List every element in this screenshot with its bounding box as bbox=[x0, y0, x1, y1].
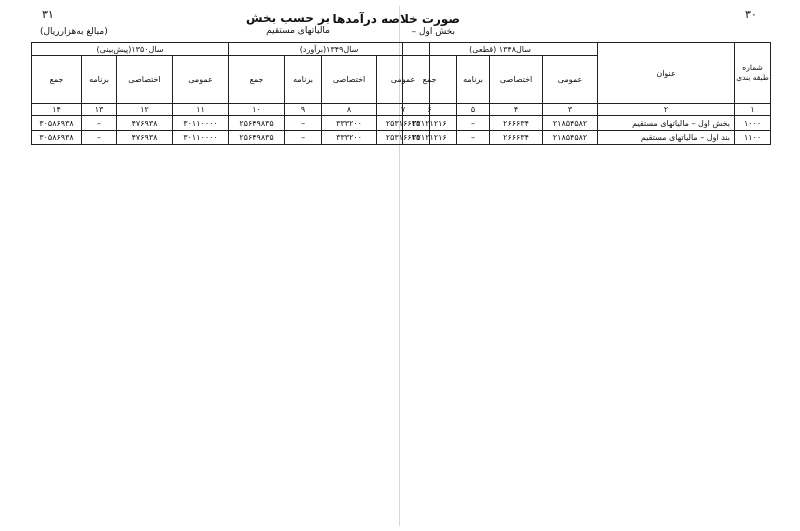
column-number: ۲ bbox=[598, 104, 735, 116]
column-header: برنامه bbox=[82, 56, 117, 104]
column-number: ۳ bbox=[543, 104, 598, 116]
table-cell: ۳۰۱۱۰۰۰۰ bbox=[173, 131, 229, 145]
title-column-header: عنوان bbox=[598, 43, 735, 104]
column-header: جمع bbox=[32, 56, 82, 104]
column-number: ۱۴ bbox=[32, 104, 82, 116]
left-column-number-row bbox=[32, 104, 430, 116]
table-cell: ۳۰۵۸۶۹۳۸ bbox=[32, 131, 82, 145]
table-cell: – bbox=[285, 116, 322, 131]
table-cell: ۳۰۵۸۶۹۳۸ bbox=[32, 116, 82, 131]
year-1350-header: سال۱۳۵۰(پیش‌بینی) bbox=[32, 43, 229, 56]
table-cell: – bbox=[285, 131, 322, 145]
left-page-number: ۳۱ bbox=[42, 8, 54, 21]
left-year-header-row bbox=[32, 43, 430, 56]
table-cell: – bbox=[82, 116, 117, 131]
column-header: برنامه bbox=[285, 56, 322, 104]
column-number: ۱۰ bbox=[229, 104, 285, 116]
table-cell: – bbox=[457, 131, 490, 145]
table-row bbox=[403, 131, 771, 145]
left-page-subtitle: مالیاتهای مستقیم bbox=[266, 26, 330, 36]
column-number: ۷ bbox=[377, 104, 430, 116]
column-header: برنامه bbox=[457, 56, 490, 104]
right-revenue-table bbox=[402, 42, 771, 145]
table-cell: ۲۵۶۴۹۸۳۵ bbox=[229, 131, 285, 145]
table-cell: ۳۰۱۱۰۰۰۰ bbox=[173, 116, 229, 131]
column-header: اختصاصی bbox=[490, 56, 543, 104]
right-page-subtitle: بخش اول – bbox=[411, 27, 455, 37]
table-cell: ۲۱۸۵۴۵۸۲ bbox=[543, 131, 598, 145]
table-cell: – bbox=[82, 131, 117, 145]
column-header: جمع bbox=[403, 56, 457, 104]
column-header: اختصاصی bbox=[117, 56, 173, 104]
right-page-number: ۳۰ bbox=[745, 8, 757, 21]
table-cell: ۲۱۸۵۴۵۸۲ bbox=[543, 116, 598, 131]
table-cell: ۲۲۱۲۱۲۱۶ bbox=[403, 131, 457, 145]
left-page-title: بر حسب بخش bbox=[245, 11, 330, 25]
table-cell: ۴۷۶۹۳۸ bbox=[117, 131, 173, 145]
table-row bbox=[32, 116, 430, 131]
column-number: ۱ bbox=[735, 104, 771, 116]
left-column-header-row bbox=[32, 56, 430, 104]
table-cell: ۴۷۶۹۳۸ bbox=[117, 116, 173, 131]
table-cell: ۲۵۳۱۶۶۳۵ bbox=[377, 116, 430, 131]
right-page-title: صورت خلاصه درآمدها bbox=[332, 12, 460, 26]
column-header: عمومی bbox=[543, 56, 598, 104]
table-cell: ۲۵۳۱۶۶۳۵ bbox=[377, 131, 430, 145]
table-row bbox=[32, 131, 430, 145]
row-title: بند اول – مالیاتهای مستقیم bbox=[598, 131, 735, 145]
column-number: ۵ bbox=[457, 104, 490, 116]
column-header: اختصاصی bbox=[322, 56, 377, 104]
classification-code-header: شماره طبقه بندی bbox=[735, 43, 771, 104]
column-number: ۴ bbox=[490, 104, 543, 116]
column-number: ۱۳ bbox=[82, 104, 117, 116]
column-header: عمومی bbox=[173, 56, 229, 104]
column-number: ۹ bbox=[285, 104, 322, 116]
table-cell: ۲۶۶۶۳۴ bbox=[490, 131, 543, 145]
table-cell: ۲۶۶۶۳۴ bbox=[490, 116, 543, 131]
table-cell: ۳۳۳۲۰۰ bbox=[322, 131, 377, 145]
column-number: ۶ bbox=[403, 104, 457, 116]
right-column-number-row bbox=[403, 104, 771, 116]
classification-code: ۱۰۰۰ bbox=[735, 116, 771, 131]
column-number: ۱۱ bbox=[173, 104, 229, 116]
year-1348-header: سال۱۳۴۸ (قطعی) bbox=[403, 43, 598, 56]
table-cell: ۲۵۶۴۹۸۳۵ bbox=[229, 116, 285, 131]
column-number: ۱۲ bbox=[117, 104, 173, 116]
table-cell: ۲۲۱۲۱۲۱۶ bbox=[403, 116, 457, 131]
column-number: ۸ bbox=[322, 104, 377, 116]
year-1349-header: سال۱۳۴۹(برآورد) bbox=[229, 43, 430, 56]
unit-note: (مبالغ به‌هزارریال) bbox=[40, 27, 108, 37]
column-header: عمومی bbox=[377, 56, 430, 104]
column-header: جمع bbox=[229, 56, 285, 104]
classification-code: ۱۱۰۰ bbox=[735, 131, 771, 145]
table-cell: ۳۳۳۲۰۰ bbox=[322, 116, 377, 131]
row-title: بخش اول – مالیاتهای مستقیم bbox=[598, 116, 735, 131]
right-year-header-row bbox=[403, 43, 771, 56]
table-row bbox=[403, 116, 771, 131]
table-cell: – bbox=[457, 116, 490, 131]
left-revenue-table bbox=[31, 42, 430, 145]
